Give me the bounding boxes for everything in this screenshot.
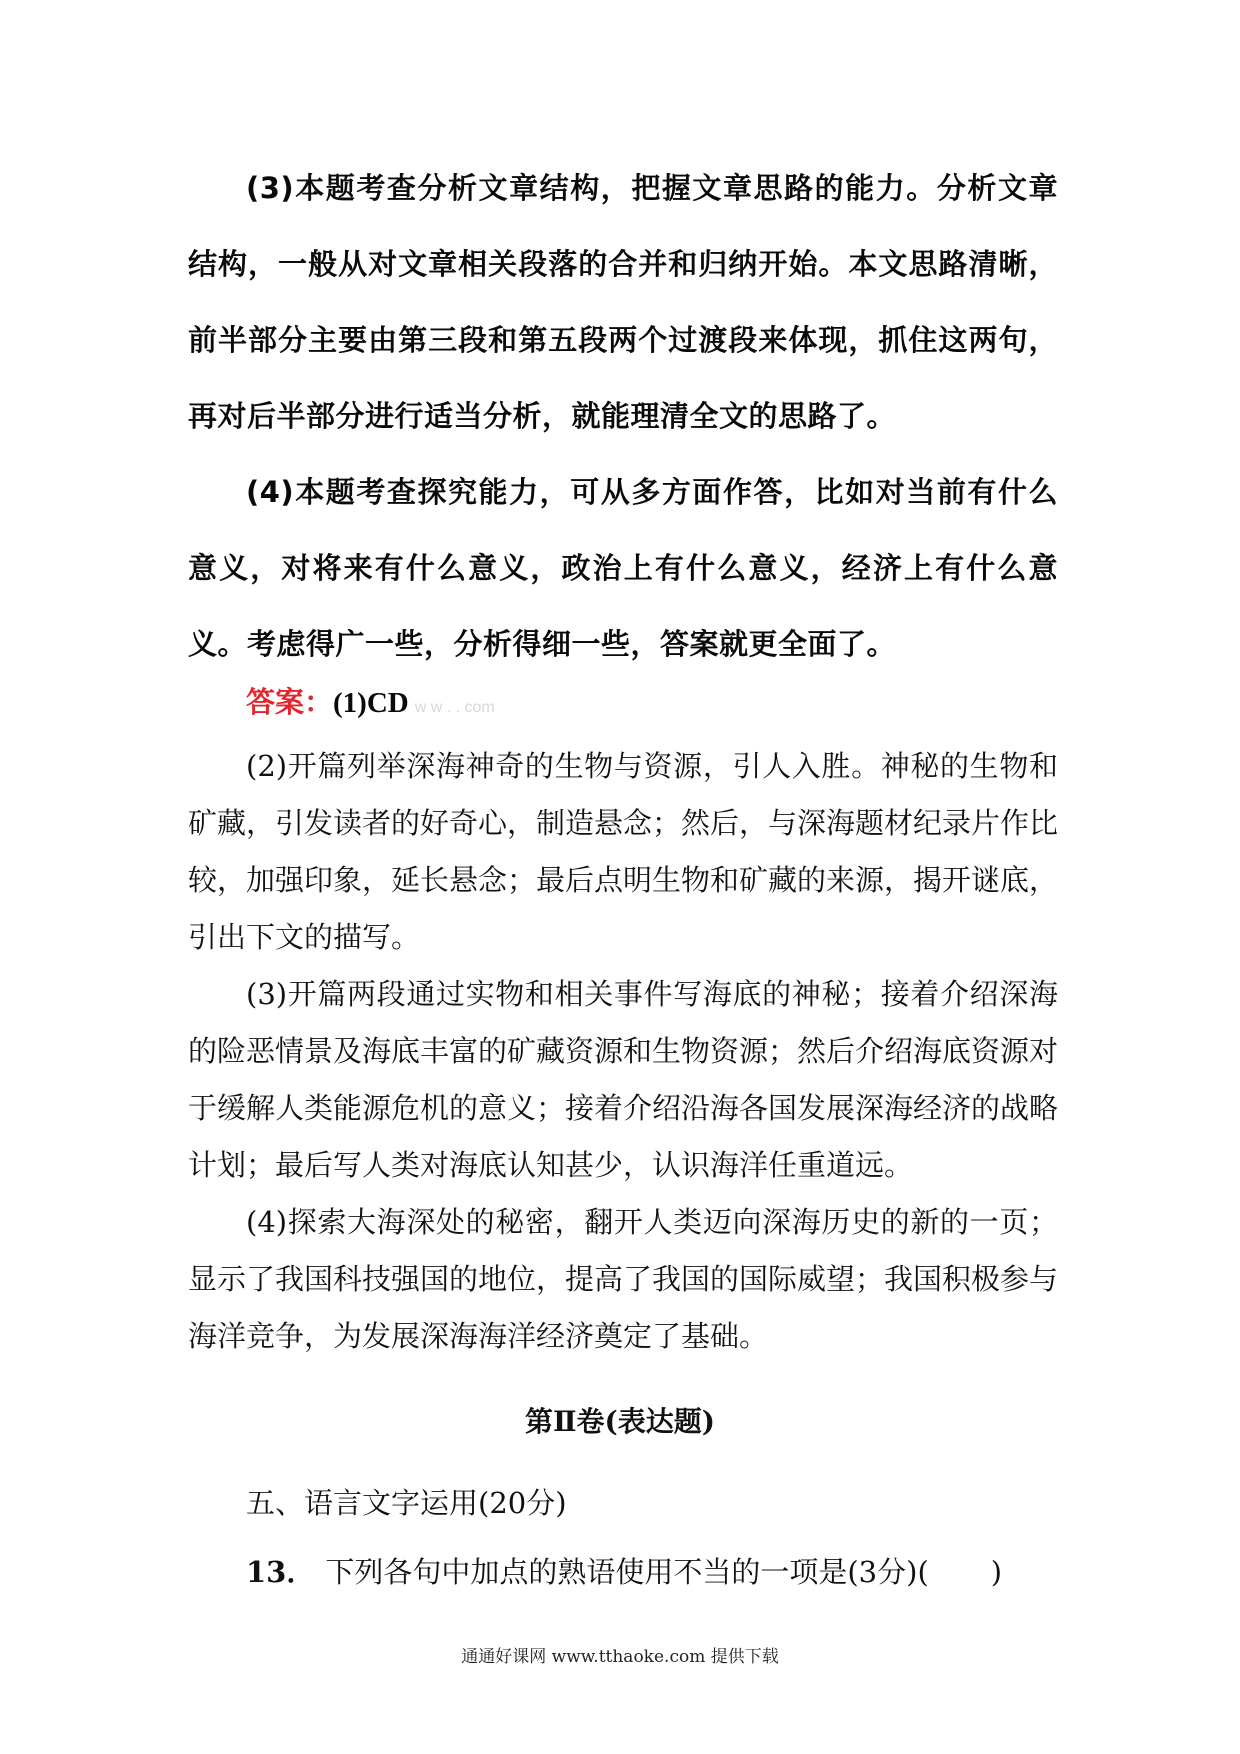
answer-item-2: (2)开篇列举深海神奇的生物与资源，引人入胜。神秘的生物和矿藏，引发读者的好奇心，制造悬念；然后，与深海题材纪录片作比较，加强印象，延长悬念；最后点明生物和矿藏的来源，揭开谜底，引出下文的描写。 (188, 749, 1059, 954)
question-text: 下列各句中加点的熟语使用不当的一项是(3分)( (325, 1555, 929, 1589)
answer-list (188, 738, 1058, 1365)
answer-header (246, 682, 495, 728)
question-close-paren: ) (990, 1555, 1003, 1589)
answer-item-3: (3)开篇两段通过实物和相关事件写海底的神秘；接着介绍深海的险恶情景及海底丰富的矿藏资源和生物资源；然后介绍海底资源对于缓解人类能源危机的意义；接着介绍沿海各国发展深海经济的战略计划；最后写人类对海底认知甚少，认识海洋任重道远。 (188, 977, 1059, 1182)
question-number: 13． (246, 1555, 316, 1589)
analysis-paragraph-3: (3)本题考查分析文章结构，把握文章思路的能力。分析文章结构，一般从对文章相关段落的合并和归纳开始。本文思路清晰，前半部分主要由第三段和第五段两个过渡段来体现，抓住这两句，再对后半部分进行适当分析，就能理清全文的思路了。 (188, 171, 1058, 433)
section-title: 第Ⅱ卷(表达题) (524, 1405, 716, 1438)
answer-label: 答案： (246, 685, 334, 719)
page-footer: 通通好课网 www.tthaoke.com 提供下载 (461, 1647, 779, 1667)
analysis-block (188, 150, 1058, 682)
subsection-heading: 五、语言文字运用(20分) (246, 1486, 567, 1520)
faint-watermark: w w . . com (414, 699, 495, 716)
question-13 (246, 1552, 1002, 1592)
answer-item-1: (1)CD (333, 687, 409, 719)
analysis-paragraph-4: (4)本题考查探究能力，可从多方面作答，比如对当前有什么意义，对将来有什么意义，政治上有什么意义，经济上有什么意义。考虑得广一些，分析得细一些，答案就更全面了。 (188, 475, 1058, 661)
answer-item-4: (4)探索大海深处的秘密，翻开人类迈向深海历史的新的一页；显示了我国科技强国的地位，提高了我国的国际威望；我国积极参与海洋竞争，为发展深海海洋经济奠定了基础。 (188, 1205, 1059, 1353)
